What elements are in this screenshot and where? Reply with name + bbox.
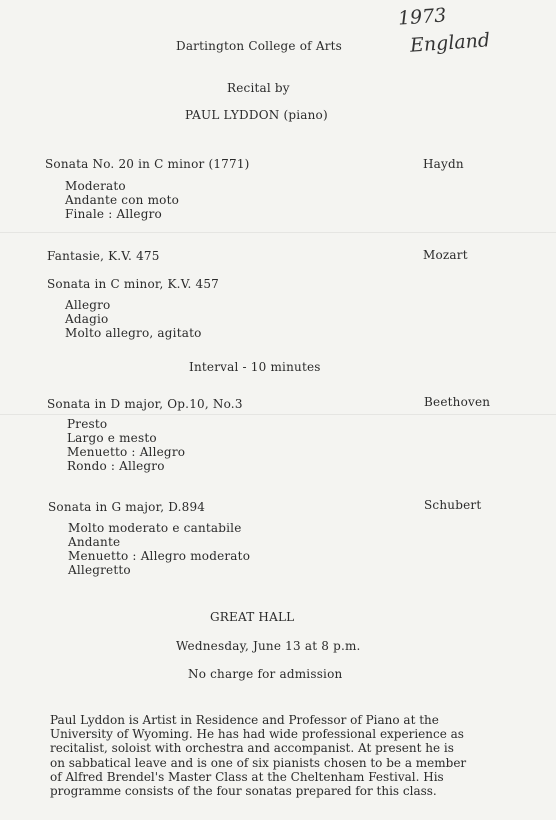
movement: Molto moderato e cantabile	[68, 521, 242, 535]
piece-title: Sonata No. 20 in C minor (1771)	[45, 157, 250, 171]
bio-line: of Alfred Brendel's Master Class at the Cheltenham Festival. His	[50, 769, 444, 784]
movement: Andante	[68, 535, 121, 549]
movement: Menuetto : Allegro	[67, 445, 186, 459]
composer-name: Beethoven	[424, 395, 491, 409]
performer-bio	[50, 713, 490, 798]
movement: Finale : Allegro	[65, 207, 162, 221]
piece-title: Sonata in G major, D.894	[48, 500, 206, 514]
movement: Adagio	[65, 312, 109, 326]
movement: Menuetto : Allegro moderato	[68, 549, 251, 563]
movement: Rondo : Allegro	[67, 459, 165, 473]
movement: Moderato	[65, 179, 126, 193]
bio-line: University of Wyoming. He has had wide professional experience as	[50, 727, 464, 742]
performer-name: PAUL LYDDON (piano)	[185, 108, 328, 122]
institution-name: Dartington College of Arts	[176, 39, 343, 53]
paper-fold-line	[0, 414, 556, 415]
movement: Largo e mesto	[67, 431, 157, 445]
interval-note: Interval - 10 minutes	[189, 360, 321, 374]
venue-hall: GREAT HALL	[210, 610, 295, 624]
composer-name: Haydn	[423, 157, 464, 171]
event-date: Wednesday, June 13 at 8 p.m.	[176, 639, 361, 653]
piece-title: Fantasie, K.V. 475	[47, 249, 160, 263]
piece-title: Sonata in D major, Op.10, No.3	[47, 397, 243, 411]
movement: Allegretto	[68, 563, 131, 577]
bio-line: programme consists of the four sonatas prepared for this class.	[50, 784, 437, 799]
piece-title: Sonata in C minor, K.V. 457	[47, 277, 219, 291]
admission-note: No charge for admission	[188, 667, 343, 681]
movement: Molto allegro, agitato	[65, 326, 202, 340]
composer-name: Schubert	[424, 498, 482, 512]
bio-line: Paul Lyddon is Artist in Residence and Professor of Piano at the	[50, 713, 439, 727]
handwritten-place: England	[409, 29, 491, 57]
movement: Andante con moto	[65, 193, 180, 207]
handwritten-year: 1973	[397, 4, 448, 30]
recital-by: Recital by	[227, 81, 290, 95]
bio-line: recitalist, soloist with orchestra and accompanist. At present he is	[50, 741, 454, 756]
movement: Allegro	[65, 298, 111, 312]
composer-name: Mozart	[423, 248, 468, 262]
paper-fold-line	[0, 232, 556, 233]
bio-line: on sabbatical leave and is one of six pianists chosen to be a member	[50, 755, 467, 770]
movement: Presto	[67, 417, 108, 431]
